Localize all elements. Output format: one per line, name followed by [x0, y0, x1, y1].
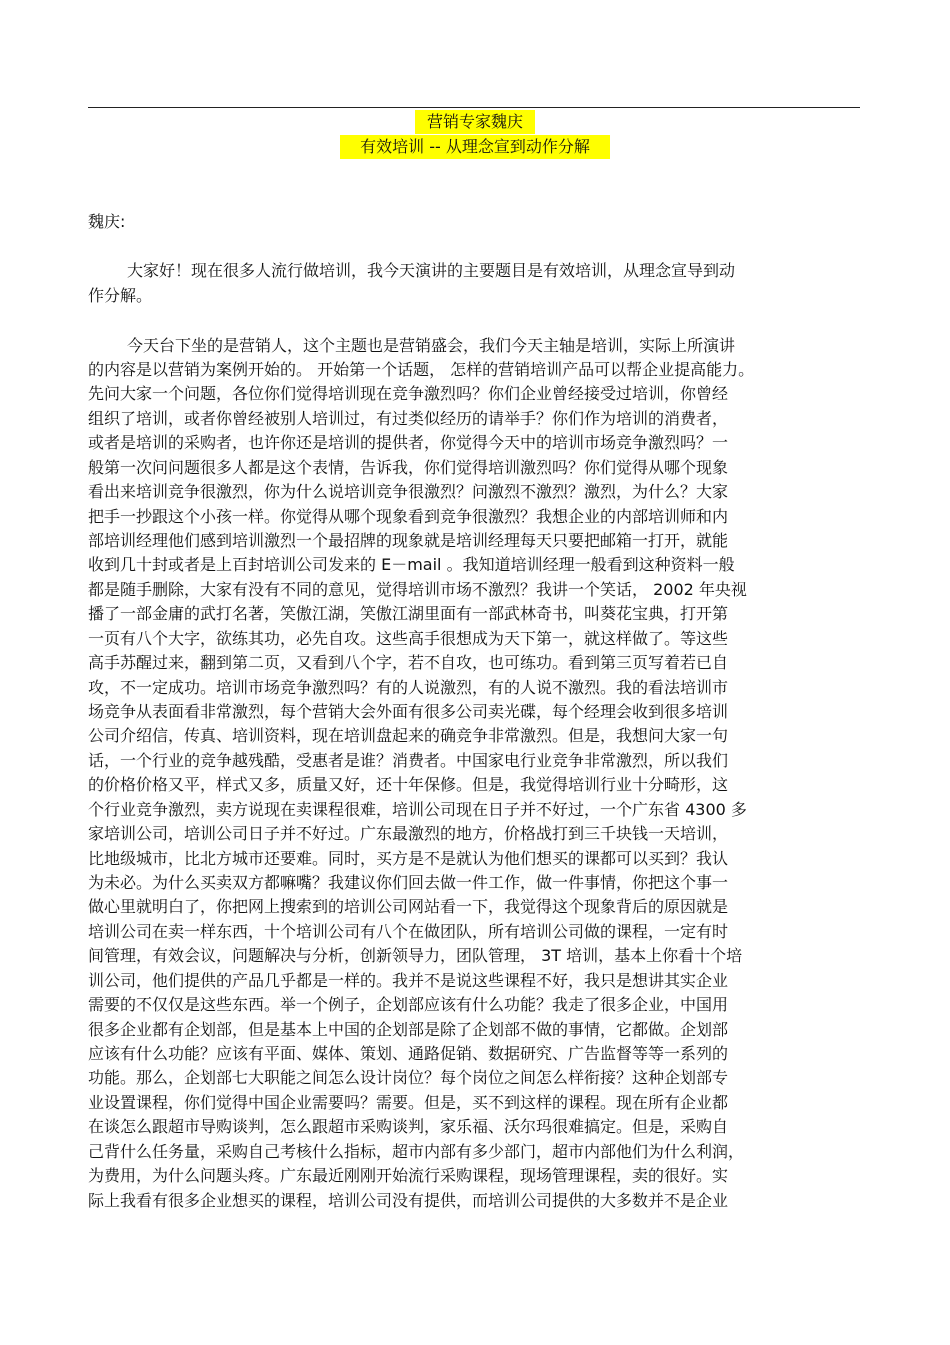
text-line: 话，一个行业的竞争越残酷，受惠者是谁？消费者。中国家电行业竞争非常激烈，所以我们: [88, 751, 729, 770]
text-line: 很多企业都有企划部，但是基本上中国的企划部是除了企划部不做的事情，它都做。企划部: [88, 1020, 729, 1039]
document-title: 营销专家魏庆: [415, 110, 535, 134]
text-line: 应该有什么功能？应该有平面、媒体、策划、通路促销、数据研究、广告监督等等一系列的: [88, 1044, 729, 1063]
text-line: 组织了培训，或者你曾经被别人培训过，有过类似经历的请举手？你们作为培训的消费者，: [88, 409, 729, 428]
text-line: 或者是培训的采购者，也许你还是培训的提供者，你觉得今天中的培训市场竞争激烈吗？一: [88, 433, 729, 452]
text-line: 大家好！现在很多人流行做培训，我今天演讲的主要题目是有效培训，从理念宣导到动: [127, 261, 736, 280]
text-line: 把手一抄跟这个小孩一样。你觉得从哪个现象看到竞争很激烈？我想企业的内部培训师和内: [88, 507, 729, 526]
text-line: 播了一部金庸的武打名著，笑傲江湖，笑傲江湖里面有一部武林奇书，叫葵花宝典，打开第: [88, 604, 729, 623]
text-line: 际上我看有很多企业想买的课程，培训公司没有提供，而培训公司提供的大多数并不是企业: [88, 1191, 729, 1210]
text-line: 间管理，有效会议，问题解决与分析，创新领导力，团队管理， 3T 培训，基本上你看十个培: [88, 946, 743, 965]
text-line: 培训公司在卖一样东西，十个培训公司有八个在做团队，所有培训公司做的课程，一定有时: [88, 922, 729, 941]
document-subtitle: 有效培训 -- 从理念宣到动作分解: [340, 135, 610, 159]
text-line: 看出来培训竞争很激烈，你为什么说培训竞争很激烈？问激烈不激烈？激烈，为什么？大家: [88, 482, 729, 501]
header-rule: [88, 107, 860, 108]
text-line: 需要的不仅仅是这些东西。举一个例子，企划部应该有什么功能？我走了很多企业，中国用: [88, 995, 729, 1014]
text-line: 比地级城市，比北方城市还要难。同时，买方是不是就认为他们想买的课都可以买到？我认: [88, 849, 729, 868]
text-line: 作分解。: [88, 286, 153, 305]
text-line: 在谈怎么跟超市导购谈判，怎么跟超市采购谈判，家乐福、沃尔玛很难搞定。但是，采购自: [88, 1117, 729, 1136]
text-line: 般第一次问问题很多人都是这个表情，告诉我，你们觉得培训激烈吗？你们觉得从哪个现象: [88, 458, 729, 477]
text-line: 高手苏醒过来，翻到第二页，又看到八个字，若不自攻，也可练功。看到第三页写着若已自: [88, 653, 729, 672]
text-line: 己背什么任务量，采购自己考核什么指标，超市内部有多少部门，超市内部他们为什么利润，: [88, 1142, 745, 1161]
text-line: 先问大家一个问题，各位你们觉得培训现在竞争激烈吗？你们企业曾经接受过培训，你曾经: [88, 384, 729, 403]
text-line: 今天台下坐的是营销人，这个主题也是营销盛会，我们今天主轴是培训，实际上所演讲: [127, 336, 736, 355]
text-line: 一页有八个大字，欲练其功，必先自攻。这些高手很想成为天下第一，就这样做了。等这些: [88, 629, 729, 648]
text-line: 都是随手删除，大家有没有不同的意见，觉得培训市场不激烈？我讲一个笑话， 2002 年央视: [88, 580, 747, 599]
text-line: 的内容是以营销为案例开始的。 开始第一个话题， 怎样的营销培训产品可以帮企业提高能力。: [88, 360, 755, 379]
text-line: 公司介绍信，传真、培训资料，现在培训盘起来的确竞争非常激烈。但是，我想问大家一句: [88, 726, 729, 745]
text-line: 为费用，为什么问题头疼。广东最近刚刚开始流行采购课程，现场管理课程，卖的很好。实: [88, 1166, 729, 1185]
text-line: 攻，不一定成功。培训市场竞争激烈吗？有的人说激烈，有的人说不激烈。我的看法培训市: [88, 678, 729, 697]
text-line: 家培训公司，培训公司日子并不好过。广东最激烈的地方，价格战打到三千块钱一天培训，: [88, 824, 729, 843]
author-label: 魏庆:: [88, 212, 126, 231]
text-line: 场竞争从表面看非常激烈，每个营销大会外面有很多公司卖光碟，每个经理会收到很多培训: [88, 702, 729, 721]
text-line: 功能。那么，企划部七大职能之间怎么设计岗位？每个岗位之间怎么样衔接？这种企划部专: [88, 1068, 729, 1087]
text-line: 个行业竞争激烈，卖方说现在卖课程很难，培训公司现在日子并不好过，一个广东省 4300 多: [88, 800, 747, 819]
text-line: 部培训经理他们感到培训激烈一个最招牌的现象就是培训经理每天只要把邮箱一打开，就能: [88, 531, 729, 550]
text-line: 业设置课程，你们觉得中国企业需要吗？需要。但是，买不到这样的课程。现在所有企业都: [88, 1093, 729, 1112]
text-line: 为未必。为什么买卖双方都嘛嘴？我建议你们回去做一件工作，做一件事情，你把这个事一: [88, 873, 729, 892]
text-line: 训公司，他们提供的产品几乎都是一样的。我并不是说这些课程不好，我只是想讲其实企业: [88, 971, 729, 990]
text-line: 收到几十封或者是上百封培训公司发来的 E－mail 。我知道培训经理一般看到这种资料一般: [88, 555, 735, 574]
text-line: 做心里就明白了，你把网上搜索到的培训公司网站看一下，我觉得这个现象背后的原因就是: [88, 897, 729, 916]
text-line: 的价格价格又平，样式又多，质量又好，还十年保修。但是，我觉得培训行业十分畸形，这: [88, 775, 729, 794]
